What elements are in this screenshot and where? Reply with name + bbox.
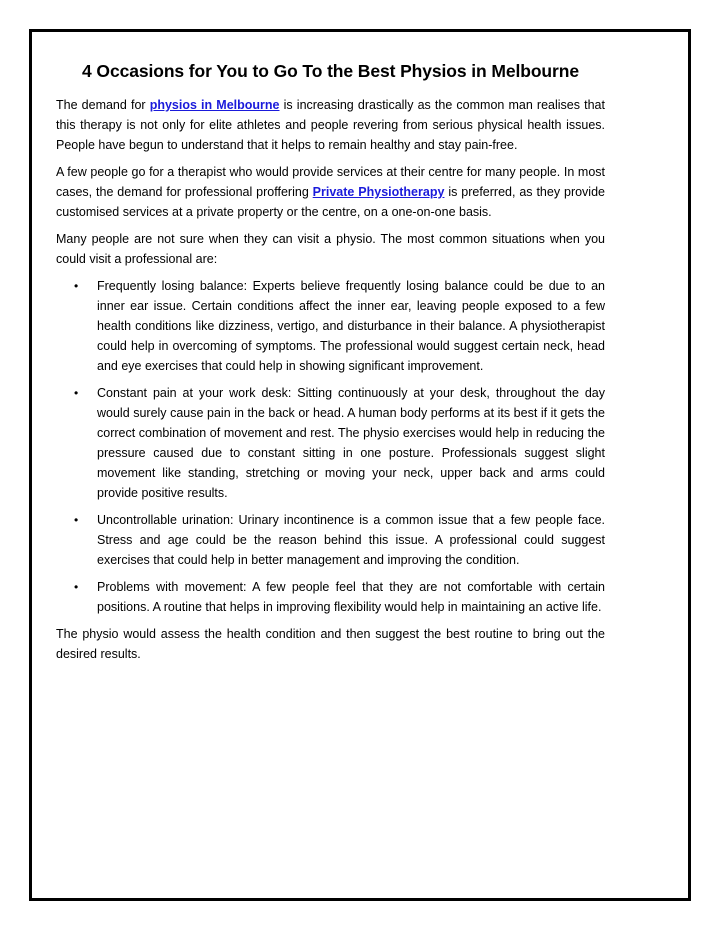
- list-item-movement: [56, 577, 605, 617]
- situations-intro-paragraph: Many people are not sure when they can visit a physio. The most common situations when you could visit a professional are:: [56, 232, 605, 266]
- bullet-icon: •: [74, 386, 79, 400]
- therapist-text-after: is preferred, as they provide customised services at a private property or the centre, on a one-on-one basis.: [56, 185, 605, 219]
- list-item-desk-pain: [56, 383, 605, 503]
- occasions-list: [56, 276, 605, 617]
- intro-text-before: The demand for: [56, 98, 150, 112]
- list-item-urination: [56, 510, 605, 570]
- list-item-text: Frequently losing balance: Experts believe frequently losing balance could be due to an inner ear issue. Certain conditions affect the inner ear, leaving people exposed to a few health conditions like dizziness, vertigo, and disturbance in their balance. A physiotherapist could help in overcoming of symptoms. The professional would suggest certain neck, head and eye exercises that could help in showing significant improvement.: [97, 279, 605, 373]
- therapist-paragraph: [56, 162, 605, 222]
- list-item-text: Uncontrollable urination: Urinary incontinence is a common issue that a few people face. Stress and age could be the reason behind this issue. A professional could suggest exercises that could help in better management and improving the condition.: [97, 513, 605, 567]
- document-title: 4 Occasions for You to Go To the Best Physios in Melbourne: [82, 61, 579, 81]
- private-physiotherapy-link[interactable]: Private Physiotherapy: [312, 185, 445, 199]
- document-body: [56, 59, 605, 671]
- intro-paragraph: [56, 95, 605, 155]
- list-item-balance: [56, 276, 605, 376]
- bullet-icon: •: [74, 580, 79, 594]
- closing-paragraph: The physio would assess the health condition and then suggest the best routine to bring out the desired results.: [56, 627, 605, 661]
- list-item-text: Problems with movement: A few people feel that they are not comfortable with certain positions. A routine that helps in improving flexibility would help in maintaining an active life.: [97, 580, 605, 614]
- physios-in-melbourne-link[interactable]: physios in Melbourne: [149, 98, 280, 112]
- intro-text-after: is increasing drastically as the common man realises that this therapy is not only for elite athletes and people revering from serious physical health issues. People have begun to understand that it helps to remain healthy and stay pain-free.: [56, 98, 605, 152]
- list-item-text: Constant pain at your work desk: Sitting continuously at your desk, throughout the day would surely cause pain in the back or head. A human body performs at its best if it gets the correct combination of movement and rest. The physio exercises would help in reducing the pressure caused due to constant sitting in one posture. Professionals suggest slight movement like standing, stretching or moving your neck, upper back and arms could provide positive results.: [97, 386, 605, 500]
- bullet-icon: •: [74, 513, 79, 527]
- therapist-text-before: A few people go for a therapist who would provide services at their centre for many people. In most cases, the demand for professional proffering: [56, 165, 605, 199]
- bullet-icon: •: [74, 279, 79, 293]
